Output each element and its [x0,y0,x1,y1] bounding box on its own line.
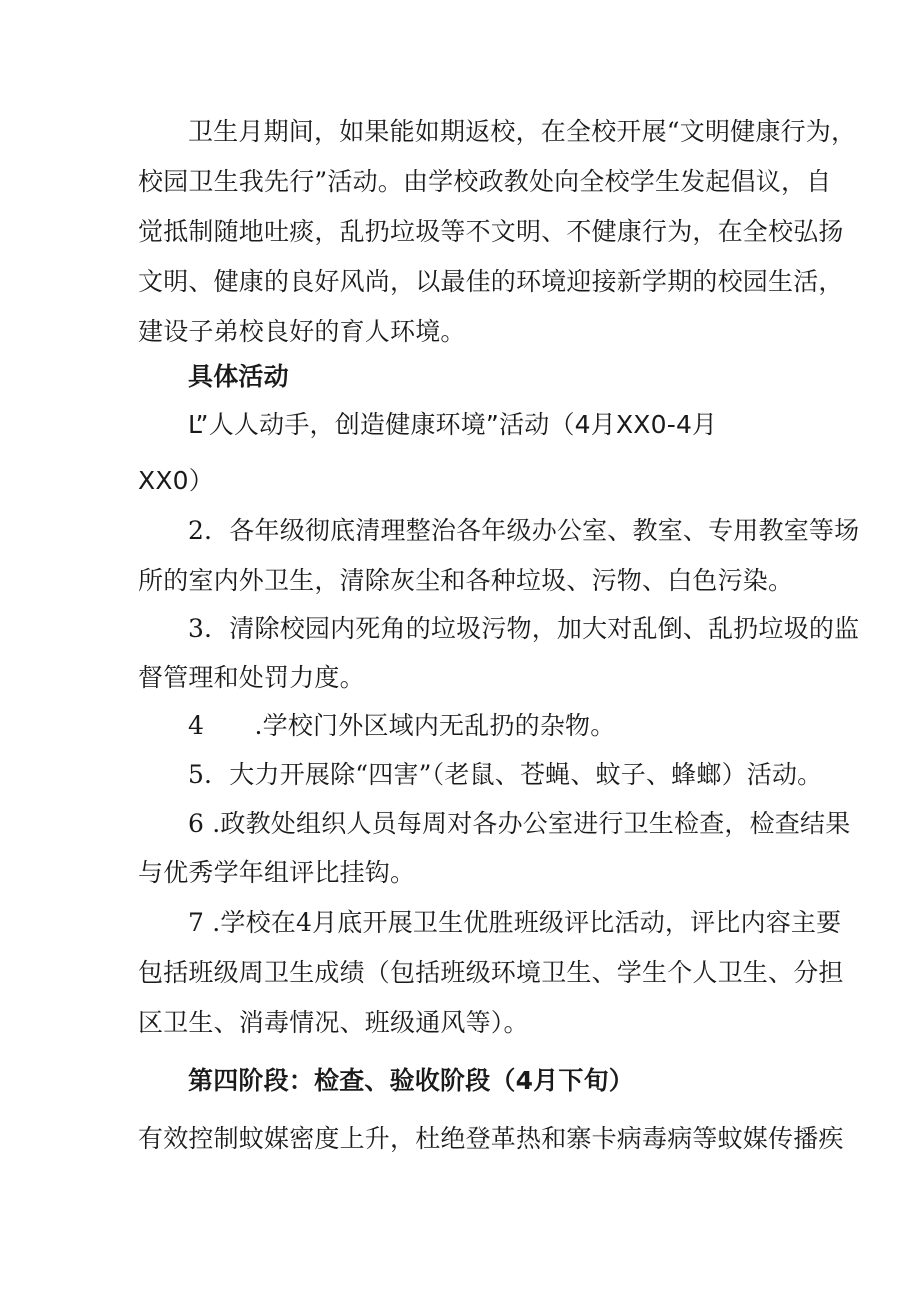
paragraph-line-2: 校园卫生我先行”活动。由学校政教处向全校学生发起倡议，自 [138,167,832,196]
activity-item-3-cont: 督管理和处罚力度。 [138,663,365,692]
activity-item-3: 3．清除校园内死角的垃圾污物，加大对乱倒、乱扔垃圾的监 [188,614,860,643]
paragraph-phase-four-line-1: 有效控制蚊媒密度上升，杜绝登革热和寨卡病毒病等蚊媒传播疾 [138,1124,844,1153]
activity-item-5: 5．大力开展除“四害”（老鼠、苍蝇、蚊子、蜂螂）活动。 [188,760,823,789]
activity-item-6: 6 .政教处组织人员每周对各办公室进行卫生检查，检查结果 [188,809,851,838]
activity-item-7: 7 .学校在4月底开展卫生优胜班级评比活动，评比内容主要 [188,908,842,937]
paragraph-line-4: 文明、健康的良好风尚，以最佳的环境迎接新学期的校园生活， [138,267,844,296]
activity-item-4: 4 .学校门外区域内无乱扔的杂物。 [188,711,616,740]
paragraph-line-3: 觉抵制随地吐痰，乱扔垃圾等不文明、不健康行为，在全校弘扬 [138,217,844,246]
activity-item-2-cont: 所的室内外卫生，清除灰尘和各种垃圾、污物、白色污染。 [138,566,794,595]
activity-item-7-cont-2: 区卫生、消毒情况、班级通风等）。 [138,1008,529,1037]
activity-item-6-cont: 与优秀学年组评比挂钩。 [138,858,416,887]
section-heading-activities: 具体活动 [188,362,289,391]
activity-item-1-cont: XX0） [138,466,214,495]
paragraph-line-5: 建设子弟校良好的育人环境。 [138,317,466,346]
activity-item-7-cont-1: 包括班级周卫生成绩（包括班级环境卫生、学生个人卫生、分担 [138,958,844,987]
activity-item-2: 2．各年级彻底清理整治各年级办公室、教室、专用教室等场 [188,516,860,545]
activity-item-1: L”人人动手，创造健康环境”活动（4月XX0-4月 [188,410,718,439]
paragraph-line-1: 卫生月期间，如果能如期返校，在全校开展“文明健康行为， [188,117,857,146]
section-heading-phase-four: 第四阶段：检查、验收阶段（4月下旬） [188,1066,634,1095]
